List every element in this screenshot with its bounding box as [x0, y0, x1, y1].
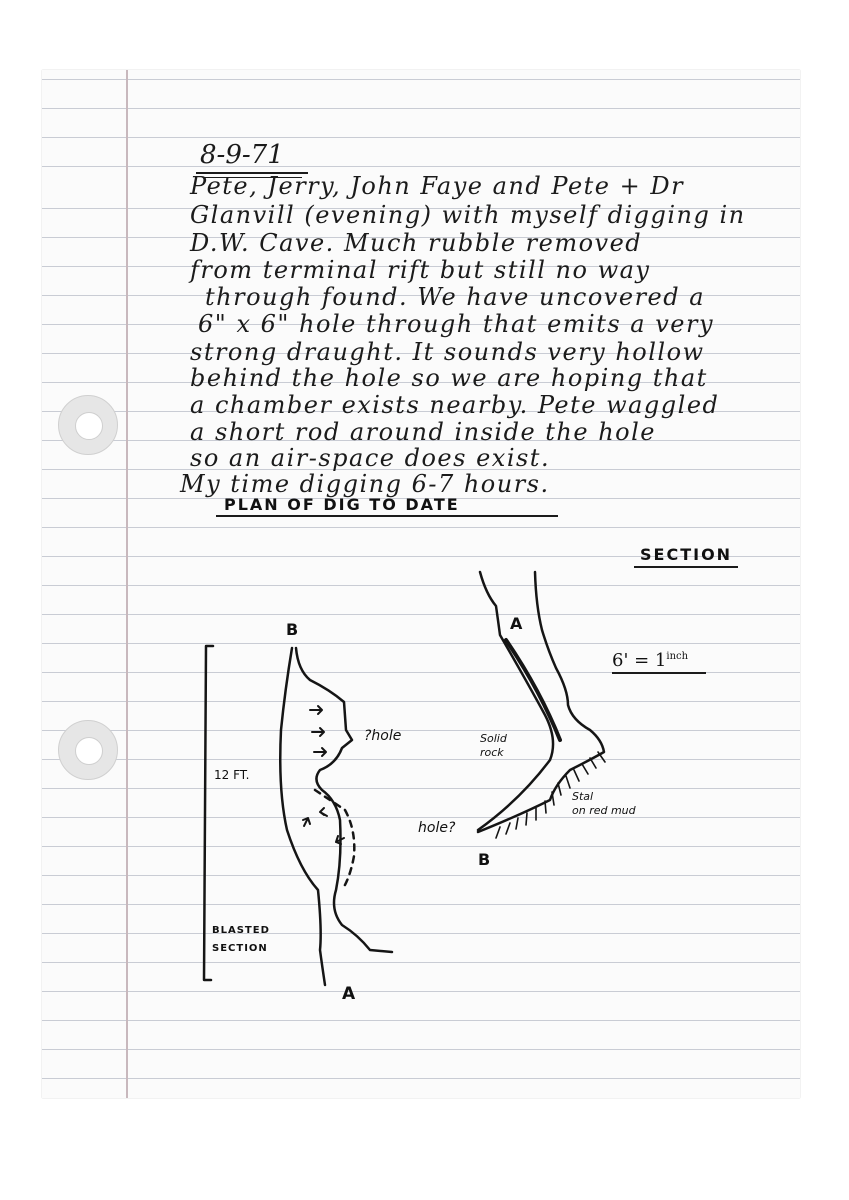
- arrow-icon: [303, 818, 310, 826]
- journal-line: a chamber exists nearby. Pete waggled: [190, 391, 720, 419]
- section-title: SECTION: [640, 545, 733, 564]
- scale-unit: inch: [666, 651, 689, 662]
- arrow-icon: [320, 808, 327, 816]
- section-label-b: B: [478, 850, 493, 869]
- journal-line: through found. We have uncovered a: [205, 283, 706, 311]
- journal-line: Pete, Jerry, John Faye and Pete + Dr: [190, 172, 685, 200]
- entry-date: 8-9-71: [200, 140, 284, 170]
- plan-hole-label: ?hole: [364, 728, 402, 744]
- stal-label: Stal on red mud: [572, 790, 636, 817]
- plan-label-a: A: [342, 984, 358, 1004]
- journal-line: My time digging 6-7 hours.: [180, 470, 550, 498]
- arrow-icon: [314, 748, 326, 756]
- journal-line: from terminal rift but still no way: [190, 256, 651, 284]
- journal-line: so an air-space does exist.: [190, 444, 551, 472]
- journal-line: Glanvill (evening) with myself digging in: [190, 201, 746, 229]
- section-hole-label: hole?: [418, 820, 456, 836]
- arrow-icon: [310, 706, 322, 714]
- plan-title: PLAN OF DIG TO DATE: [224, 495, 460, 514]
- plan-label-b: B: [286, 620, 301, 639]
- arrow-icon: [312, 728, 324, 736]
- journal-line: a short rod around inside the hole: [190, 418, 656, 446]
- journal-line: behind the hole so we are hoping that: [190, 364, 708, 392]
- plan-length-label: 12 FT.: [214, 768, 250, 782]
- journal-line: strong draught. It sounds very hollow: [190, 338, 705, 366]
- journal-line: 6" x 6" hole through that emits a very: [198, 310, 715, 338]
- plan-left-wall: [280, 648, 325, 985]
- scale-value: 6' = 1: [612, 650, 667, 671]
- plan-right-wall: [296, 648, 392, 952]
- solid-rock-label: Solid rock: [480, 732, 507, 759]
- section-label-a: A: [510, 614, 525, 633]
- journal-line: D.W. Cave. Much rubble removed: [190, 229, 643, 257]
- plan-blasted-label: BLASTED SECTION: [212, 925, 270, 954]
